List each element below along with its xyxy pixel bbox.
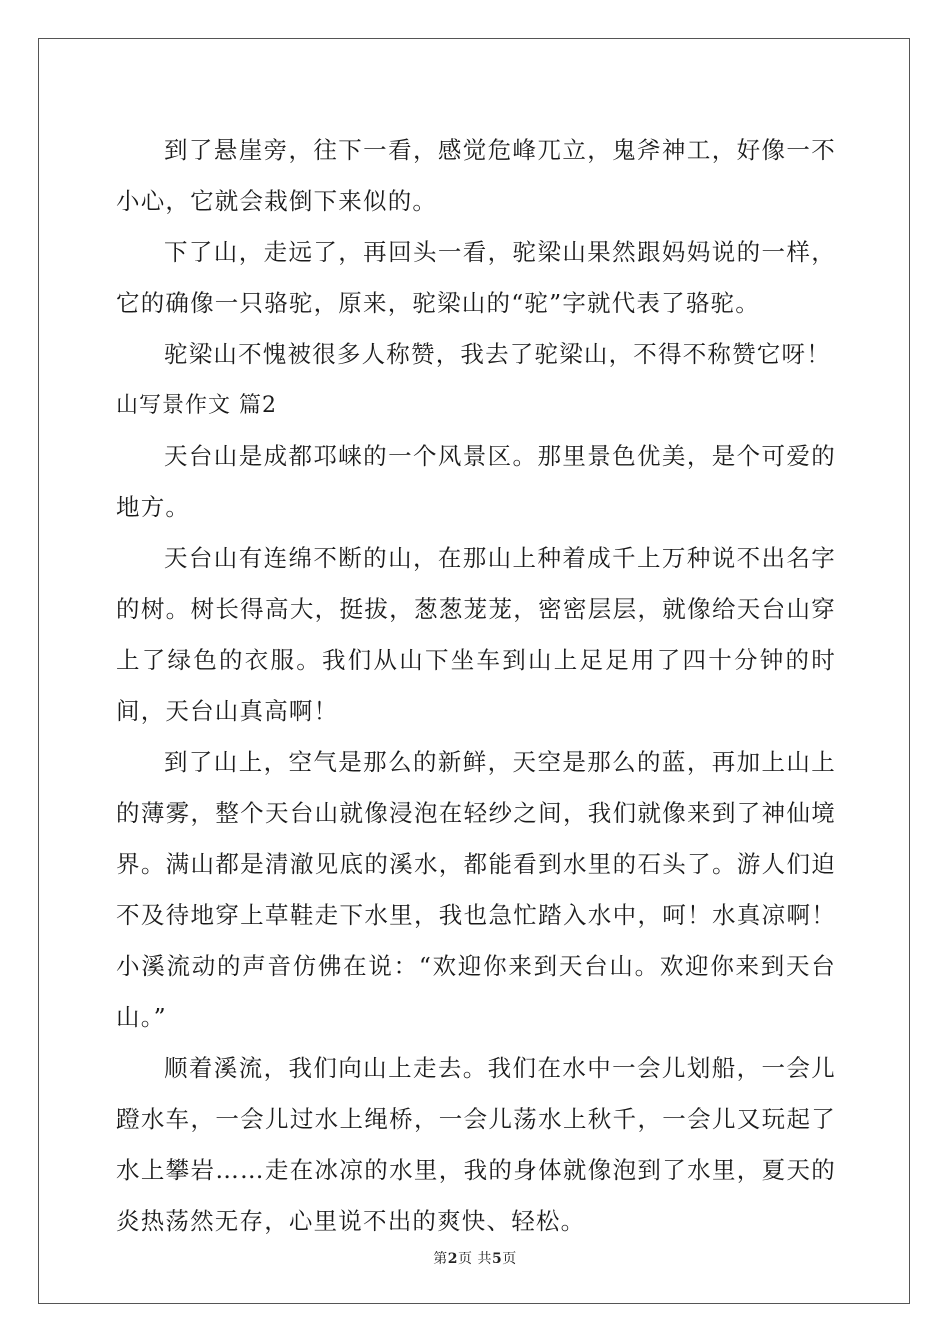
current-page-number: 2 xyxy=(447,1251,459,1267)
footer-suffix: 页 xyxy=(502,1251,517,1267)
paragraph: 天台山是成都邛崃的一个风景区。那里景色优美，是个可爱的地方。 xyxy=(116,442,836,521)
paragraph: 下了山，走远了，再回头一看，驼梁山果然跟妈妈说的一样，它的确像一只骆驼，原来，驼梁山的“驼”字就代表了骆驼。 xyxy=(116,238,836,317)
page-footer xyxy=(0,1248,950,1268)
paragraph: 驼梁山不愧被很多人称赞，我去了驼梁山，不得不称赞它呀！ xyxy=(164,340,831,368)
footer-mid: 页 共 xyxy=(458,1251,492,1267)
paragraph: 天台山有连绵不断的山，在那山上种着成千上万种说不出名字的树。树长得高大，挺拔，葱葱茏茏，密密层层，就像给天台山穿上了绿色的衣服。我们从山下坐车到山上足足用了四十分钟的时间，天台山真高啊！ xyxy=(116,544,836,725)
document-body xyxy=(116,125,836,1247)
total-page-number: 5 xyxy=(491,1251,503,1267)
footer-prefix: 第 xyxy=(433,1251,448,1267)
paragraph: 到了悬崖旁，往下一看，感觉危峰兀立，鬼斧神工，好像一不小心，它就会栽倒下来似的。 xyxy=(116,136,836,215)
section-heading: 山写景作文 篇2 xyxy=(116,393,277,418)
paragraph: 顺着溪流，我们向山上走去。我们在水中一会儿划船，一会儿蹬水车，一会儿过水上绳桥，一会儿荡水上秋千，一会儿又玩起了水上攀岩……走在冰凉的水里，我的身体就像泡到了水里，夏天的炎热荡然无存，心里说不出的爽快、轻松。 xyxy=(116,1054,836,1235)
paragraph: 到了山上，空气是那么的新鲜，天空是那么的蓝，再加上山上的薄雾，整个天台山就像浸泡在轻纱之间，我们就像来到了神仙境界。满山都是清澈见底的溪水，都能看到水里的石头了。游人们迫不及待地穿上草鞋走下水里，我也急忙踏入水中，呵！水真凉啊！小溪流动的声音仿佛在说：“欢迎你来到天台山。欢迎你来到天台山。” xyxy=(116,748,836,1031)
